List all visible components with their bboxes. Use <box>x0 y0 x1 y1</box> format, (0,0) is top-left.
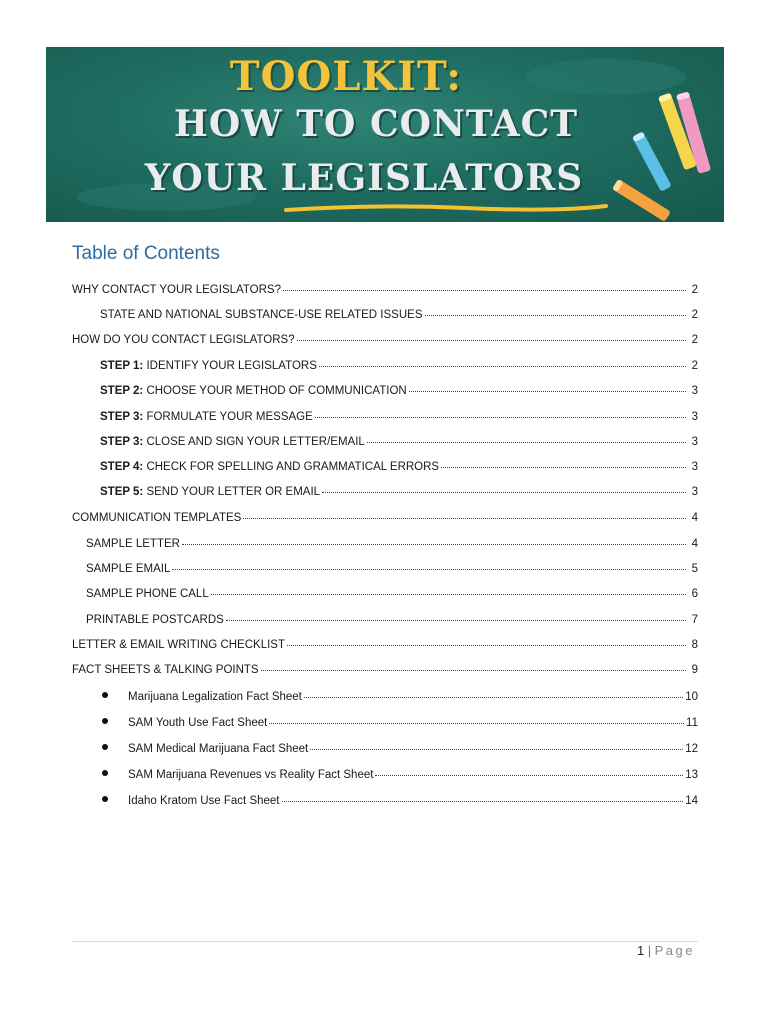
toc-entry[interactable]: SAMPLE PHONE CALL 6 <box>86 585 698 601</box>
toc-entry[interactable]: STEP 2: CHOOSE YOUR METHOD OF COMMUNICATION 3 <box>100 382 698 398</box>
banner-title-line-3: YOUR LEGISLATORS <box>144 157 584 199</box>
toc-entry[interactable]: STATE AND NATIONAL SUBSTANCE-USE RELATED ISSUES 2 <box>100 306 698 322</box>
toc-entry[interactable]: SAM Medical Marijuana Fact Sheet 12 <box>128 740 698 756</box>
toc-entry[interactable]: WHY CONTACT YOUR LEGISLATORS? 2 <box>72 281 698 297</box>
toc-entry[interactable]: STEP 3: CLOSE AND SIGN YOUR LETTER/EMAIL 3 <box>100 433 698 449</box>
footer-separator: | <box>647 943 652 958</box>
bullet-icon <box>102 744 108 750</box>
toc-entry[interactable]: SAMPLE EMAIL 5 <box>86 560 698 576</box>
page-footer <box>637 943 695 958</box>
toc-entry[interactable]: FACT SHEETS & TALKING POINTS 9 <box>72 661 698 677</box>
page-label: Page <box>654 943 695 958</box>
bullet-icon <box>102 718 108 724</box>
toc-entry[interactable]: LETTER & EMAIL WRITING CHECKLIST 8 <box>72 636 698 652</box>
toc-entry[interactable]: SAM Marijuana Revenues vs Reality Fact Sheet 13 <box>128 766 698 782</box>
banner-toolkit-title: TOOLKIT: <box>229 53 463 100</box>
toc-entry[interactable]: PRINTABLE POSTCARDS 7 <box>86 611 698 627</box>
toc-entry[interactable]: Marijuana Legalization Fact Sheet 10 <box>128 688 698 704</box>
bullet-icon <box>102 770 108 776</box>
footer-divider <box>72 941 698 942</box>
page-number: 1 <box>637 943 645 958</box>
toc-entry[interactable]: COMMUNICATION TEMPLATES 4 <box>72 509 698 525</box>
bullet-icon <box>102 692 108 698</box>
toc-entry[interactable]: Idaho Kratom Use Fact Sheet 14 <box>128 792 698 808</box>
toc-entry[interactable]: SAMPLE LETTER 4 <box>86 535 698 551</box>
toc-entry[interactable]: SAM Youth Use Fact Sheet 11 <box>128 714 698 730</box>
banner-title-line-2: HOW TO CONTACT <box>173 103 579 145</box>
toc-entry[interactable]: STEP 1: IDENTIFY YOUR LEGISLATORS 2 <box>100 357 698 373</box>
toc-entry[interactable]: STEP 5: SEND YOUR LETTER OR EMAIL 3 <box>100 483 698 499</box>
toolkit-banner <box>46 47 724 222</box>
toc-entry[interactable]: STEP 4: CHECK FOR SPELLING AND GRAMMATICAL ERRORS 3 <box>100 458 698 474</box>
toc-entry[interactable]: HOW DO YOU CONTACT LEGISLATORS? 2 <box>72 331 698 347</box>
toc-entry[interactable]: STEP 3: FORMULATE YOUR MESSAGE 3 <box>100 408 698 424</box>
bullet-icon <box>102 796 108 802</box>
toc-heading: Table of Contents <box>72 243 220 264</box>
